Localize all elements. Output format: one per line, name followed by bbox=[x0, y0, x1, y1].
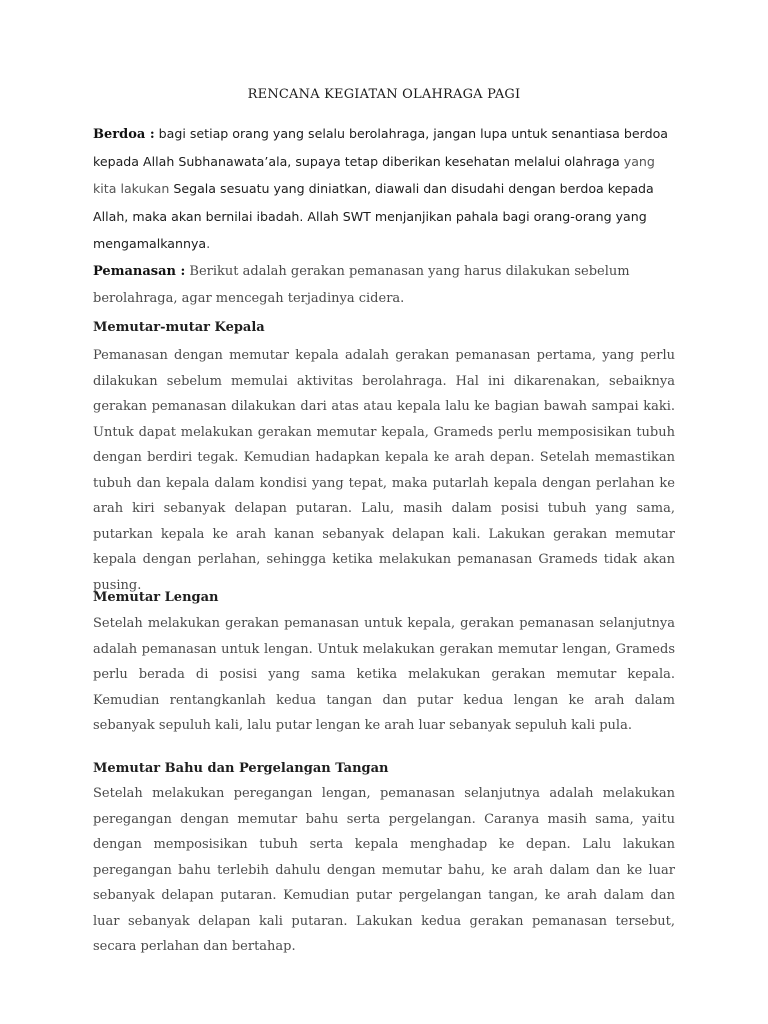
section-heading: Memutar-mutar Kepala bbox=[93, 320, 265, 335]
document-title: RENCANA KEGIATAN OLAHRAGA PAGI bbox=[247, 87, 521, 102]
berdoa-label: Berdoa : bbox=[93, 127, 155, 142]
pemanasan-paragraph bbox=[93, 259, 675, 312]
berdoa-text-c: Segala sesuatu yang diniatkan, diawali dan disudahi dengan berdoa kepada Allah, maka akan bernilai ibadah. Allah SWT menjanjikan pahala bagi orang-orang yang mengamalkannya bbox=[93, 181, 654, 251]
pemanasan-text: Berikut adalah gerakan pemanasan yang harus dilakukan sebelum berolahraga, agar mencegah terjadinya cidera. bbox=[93, 264, 630, 306]
section-body: Setelah melakukan peregangan lengan, pemanasan selanjutnya adalah melakukan peregangan dengan memutar bahu serta pergelangan. Caranya masih sama, yaitu dengan memposisikan tubuh serta kepala menghadap ke depan. Lalu lakukan peregangan bahu terlebih dahulu dengan memutar bahu, ke arah dalam dan ke luar sebanyak delapan putaran. Kemudian putar pergelangan tangan, ke arah dalam dan luar sebanyak delapan kali putaran. Lakukan kedua gerakan pemanasan tersebut, secara perlahan dan bertahap. bbox=[93, 786, 675, 954]
pemanasan-label: Pemanasan : bbox=[93, 264, 186, 279]
section-heading: Memutar Bahu dan Pergelangan Tangan bbox=[93, 761, 389, 776]
section-heading: Memutar Lengan bbox=[93, 590, 219, 605]
berdoa-text-a: bagi setiap orang yang selalu berolahraga, jangan lupa untuk senantiasa berdoa kepada Allah Subhanawata’ala, supaya tetap diberikan kesehatan melalui olahraga bbox=[93, 126, 669, 169]
berdoa-text-d: . bbox=[206, 237, 211, 252]
berdoa-paragraph bbox=[93, 121, 675, 259]
section-body: Pemanasan dengan memutar kepala adalah gerakan pemanasan pertama, yang perlu dilakukan sebelum memulai aktivitas berolahraga. Hal ini dikarenakan, sebaiknya gerakan pemanasan dilakukan dari atas atau kepala lalu ke bagian bawah sampai kaki. Untuk dapat melakukan gerakan memutar kepala, Grameds perlu memposisikan tubuh dengan berdiri tegak. Kemudian hadapkan kepala ke arah depan. Setelah memastikan tubuh dan kepala dalam kondisi yang tepat, maka putarlah kepala dengan perlahan ke arah kiri sebanyak delapan putaran. Lalu, masih dalam posisi tubuh yang sama, putarkan kepala ke arah kanan sebanyak delapan kali. Lakukan gerakan memutar kepala dengan perlahan, sehingga ketika melakukan pemanasan Grameds tidak akan pusing. bbox=[93, 348, 675, 593]
berdoa-text-b: yang kita lakukan bbox=[93, 153, 655, 196]
section-body: Setelah melakukan gerakan pemanasan untuk kepala, gerakan pemanasan selanjutnya adalah pemanasan untuk lengan. Untuk melakukan gerakan memutar lengan, Grameds perlu berada di posisi yang sama ketika melakukan gerakan memutar kepala. Kemudian rentangkanlah kedua tangan dan putar kedua lengan ke arah dalam sebanyak sepuluh kali, lalu putar lengan ke arah luar sebanyak sepuluh kali pula. bbox=[93, 616, 675, 733]
